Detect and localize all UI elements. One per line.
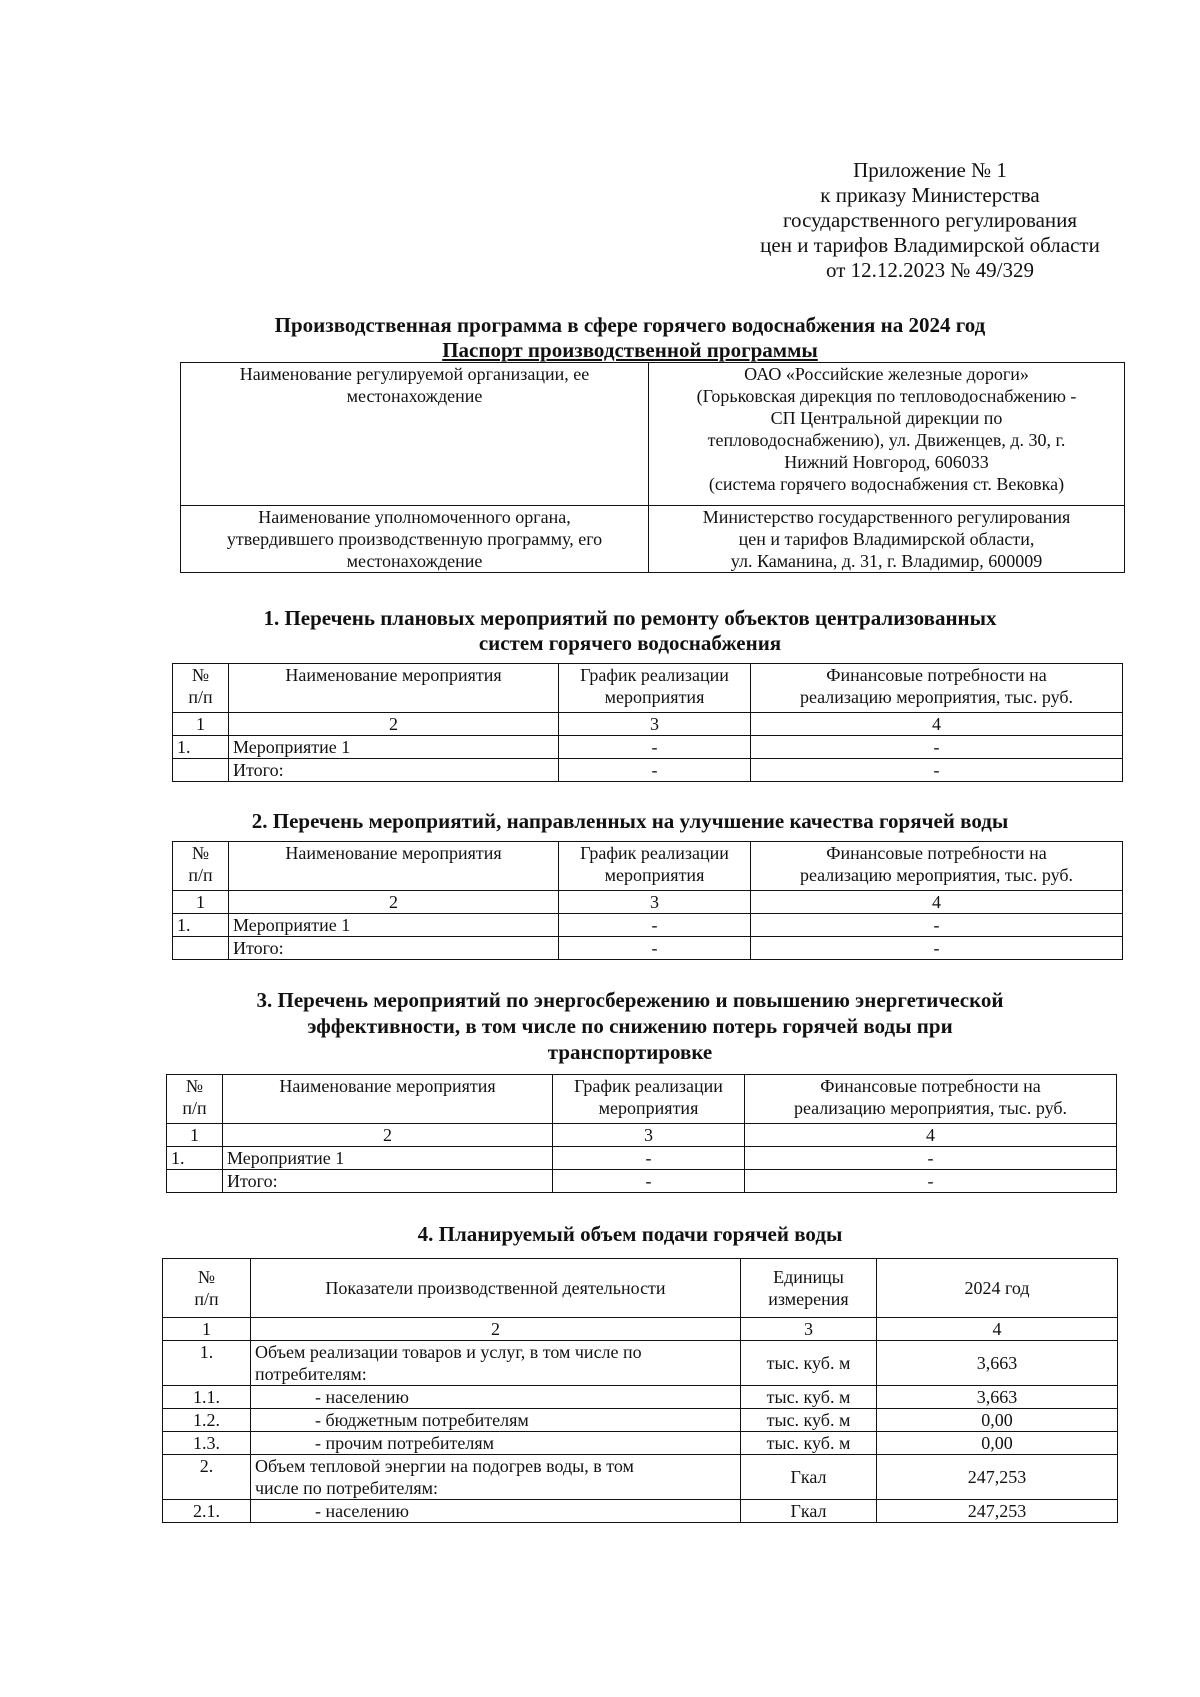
total-label: Итого:: [223, 1170, 553, 1193]
cell-line: мероприятия: [604, 865, 705, 885]
cell-line: Наименование уполномоченного органа,: [258, 507, 571, 527]
column-number: 1: [173, 891, 229, 914]
row-indicator: - прочим потребителям: [251, 1432, 741, 1455]
column-number: 2: [223, 1124, 553, 1147]
section-4-table: [162, 1258, 1118, 1523]
row-num: 1.: [173, 736, 229, 759]
passport-row: [181, 506, 1125, 573]
row-indicator: - бюджетным потребителям: [251, 1409, 741, 1432]
header-name: Наименование мероприятия: [229, 842, 559, 891]
cell-line: п/п: [182, 1098, 207, 1118]
row-unit: тыс. куб. м: [741, 1409, 877, 1432]
cell-line: потребителям:: [255, 1364, 367, 1384]
column-number: 2: [251, 1318, 741, 1341]
table-row: [163, 1500, 1118, 1523]
row-schedule: -: [553, 1170, 745, 1193]
column-number: 3: [741, 1318, 877, 1341]
section-1-table: [172, 663, 1123, 782]
table-row: [163, 1409, 1118, 1432]
column-number-row: [163, 1318, 1118, 1341]
header-name: Наименование мероприятия: [223, 1075, 553, 1124]
section-3-table: [166, 1074, 1117, 1193]
column-number: 4: [751, 713, 1123, 736]
cell-line: п/п: [188, 865, 213, 885]
passport-label: [181, 506, 649, 573]
cell-line: ул. Каманина, д. 31, г. Владимир, 600009: [730, 551, 1043, 571]
row-schedule: -: [559, 914, 751, 937]
cell-line: График реализации: [580, 843, 729, 863]
cell-line: Нижний Новгород, 606033: [784, 452, 989, 472]
passport-value: [649, 506, 1125, 573]
table-header-row: [173, 842, 1123, 891]
column-number-row: [167, 1124, 1117, 1147]
column-number: 3: [559, 713, 751, 736]
table-header-row: [173, 664, 1123, 713]
cell-line: реализацию мероприятия, тыс. руб.: [793, 1098, 1068, 1118]
row-finance: -: [751, 736, 1123, 759]
row-finance: -: [745, 1170, 1117, 1193]
row-num: [173, 759, 229, 782]
column-number: 1: [167, 1124, 223, 1147]
column-number: 1: [163, 1318, 251, 1341]
row-unit: тыс. куб. м: [741, 1341, 877, 1386]
row-indicator: - населению: [251, 1500, 741, 1523]
cell-line: (Горьковская дирекция по тепловодоснабжению -: [696, 386, 1077, 406]
cell-line: Финансовые потребности на: [826, 843, 1047, 863]
cell-line: цен и тарифов Владимирской области,: [738, 529, 1035, 549]
row-unit: тыс. куб. м: [741, 1386, 877, 1409]
cell-line: Финансовые потребности на: [826, 665, 1047, 685]
table-header-row: [167, 1075, 1117, 1124]
cell-line: числе по потребителям:: [255, 1478, 439, 1498]
cell-line: №: [185, 1076, 204, 1096]
header-name: Наименование мероприятия: [229, 664, 559, 713]
cell-line: п/п: [188, 687, 213, 707]
row-value: 0,00: [877, 1409, 1118, 1432]
row-num: 2.1.: [163, 1500, 251, 1523]
table-row: [173, 914, 1123, 937]
cell-line: (система горячего водоснабжения ст. Вековка): [708, 474, 1065, 494]
header-indicator: Показатели производственной деятельности: [251, 1259, 741, 1318]
column-number: 1: [173, 713, 229, 736]
cell-line: №: [191, 843, 210, 863]
header-num: [173, 842, 229, 891]
cell-line: ОАО «Российские железные дороги»: [744, 364, 1029, 384]
total-row: [167, 1170, 1117, 1193]
table-row: [163, 1341, 1118, 1386]
header-schedule: [553, 1075, 745, 1124]
row-num: 1.: [173, 914, 229, 937]
header-finance: [745, 1075, 1117, 1124]
row-indicator: - населению: [251, 1386, 741, 1409]
cell-line: График реализации: [574, 1076, 723, 1096]
cell-line: мероприятия: [604, 687, 705, 707]
header-schedule: [559, 842, 751, 891]
column-number: 4: [745, 1124, 1117, 1147]
header-schedule: [559, 664, 751, 713]
row-finance: -: [751, 937, 1123, 960]
page-subtitle: Паспорт производственной программы: [442, 338, 818, 362]
header-finance: [751, 664, 1123, 713]
appendix-line: государственного регулирования: [782, 208, 1078, 232]
header-num: [167, 1075, 223, 1124]
cell-line: реализацию мероприятия, тыс. руб.: [799, 687, 1074, 707]
passport-row: [181, 363, 1125, 506]
header-units: [741, 1259, 877, 1318]
appendix-block: [720, 158, 1140, 283]
header-finance: [751, 842, 1123, 891]
row-num: 1.2.: [163, 1409, 251, 1432]
cell-line: местонахождение: [346, 386, 483, 406]
cell-line: Министерство государственного регулирования: [702, 507, 1071, 527]
appendix-line: цен и тарифов Владимирской области: [760, 233, 1100, 257]
row-indicator: [251, 1455, 741, 1500]
column-number: 4: [877, 1318, 1118, 1341]
row-num: 1.: [163, 1341, 251, 1386]
section-3-title: эффективности, в том числе по снижению потерь горячей воды при: [307, 1014, 953, 1038]
appendix-line: Приложение № 1: [853, 158, 1007, 182]
table-row: [163, 1432, 1118, 1455]
column-number: 2: [229, 713, 559, 736]
row-num: 2.: [163, 1455, 251, 1500]
header-year: 2024 год: [877, 1259, 1118, 1318]
column-number-row: [173, 713, 1123, 736]
row-name: Мероприятие 1: [223, 1147, 553, 1170]
column-number: 4: [751, 891, 1123, 914]
table-row: [173, 736, 1123, 759]
column-number: 3: [553, 1124, 745, 1147]
row-finance: -: [745, 1147, 1117, 1170]
total-row: [173, 759, 1123, 782]
row-schedule: -: [559, 759, 751, 782]
row-value: 247,253: [877, 1500, 1118, 1523]
cell-line: п/п: [194, 1289, 219, 1309]
row-num: [173, 937, 229, 960]
row-unit: тыс. куб. м: [741, 1432, 877, 1455]
row-num: 1.3.: [163, 1432, 251, 1455]
header-num: [163, 1259, 251, 1318]
row-value: 247,253: [877, 1455, 1118, 1500]
row-num: [167, 1170, 223, 1193]
row-num: 1.1.: [163, 1386, 251, 1409]
total-row: [173, 937, 1123, 960]
section-4-title: 4. Планируемый объем подачи горячей воды: [417, 1222, 843, 1246]
passport-value: [649, 363, 1125, 506]
cell-line: Объем тепловой энергии на подогрев воды, в том: [255, 1456, 634, 1476]
row-value: 0,00: [877, 1432, 1118, 1455]
row-schedule: -: [553, 1147, 745, 1170]
cell-line: Единицы: [773, 1267, 844, 1287]
row-indicator: [251, 1341, 741, 1386]
row-num: 1.: [167, 1147, 223, 1170]
row-schedule: -: [559, 736, 751, 759]
table-header-row: [163, 1259, 1118, 1318]
cell-line: СП Центральной дирекции по: [770, 408, 1003, 428]
cell-line: Объем реализации товаров и услуг, в том числе по: [255, 1342, 642, 1362]
appendix-line: к приказу Министерства: [820, 183, 1040, 207]
cell-line: местонахождение: [346, 551, 483, 571]
row-finance: -: [751, 914, 1123, 937]
passport-label: [181, 363, 649, 506]
section-2-table: [172, 841, 1123, 960]
cell-line: Финансовые потребности на: [820, 1076, 1041, 1096]
total-label: Итого:: [229, 759, 559, 782]
cell-line: №: [191, 665, 210, 685]
row-unit: Гкал: [741, 1455, 877, 1500]
row-name: Мероприятие 1: [229, 736, 559, 759]
column-number-row: [173, 891, 1123, 914]
passport-table: [180, 362, 1125, 573]
cell-line: утвердившего производственную программу, его: [226, 529, 603, 549]
cell-line: График реализации: [580, 665, 729, 685]
table-row: [163, 1386, 1118, 1409]
section-3-title: транспортировке: [547, 1040, 713, 1064]
row-finance: -: [751, 759, 1123, 782]
column-number: 2: [229, 891, 559, 914]
row-unit: Гкал: [741, 1500, 877, 1523]
table-row: [163, 1455, 1118, 1500]
cell-line: Наименование регулируемой организации, ее: [239, 364, 590, 384]
cell-line: тепловодоснабжению), ул. Движенцев, д. 30, г.: [707, 430, 1066, 450]
row-value: 3,663: [877, 1386, 1118, 1409]
header-num: [173, 664, 229, 713]
cell-line: реализацию мероприятия, тыс. руб.: [799, 865, 1074, 885]
row-name: Мероприятие 1: [229, 914, 559, 937]
column-number: 3: [559, 891, 751, 914]
row-schedule: -: [559, 937, 751, 960]
appendix-line: от 12.12.2023 № 49/329: [825, 258, 1035, 282]
row-value: 3,663: [877, 1341, 1118, 1386]
total-label: Итого:: [229, 937, 559, 960]
table-row: [167, 1147, 1117, 1170]
section-1-title: систем горячего водоснабжения: [478, 631, 782, 655]
cell-line: мероприятия: [598, 1098, 699, 1118]
cell-line: №: [197, 1267, 216, 1287]
section-2-title: 2. Перечень мероприятий, направленных на улучшение качества горячей воды: [251, 809, 1009, 833]
cell-line: измерения: [768, 1289, 849, 1309]
page-title: Производственная программа в сфере горячего водоснабжения на 2024 год: [274, 313, 986, 337]
section-1-title: 1. Перечень плановых мероприятий по ремонту объектов централизованных: [263, 606, 997, 630]
section-3-title: 3. Перечень мероприятий по энергосбережению и повышению энергетической: [256, 988, 1004, 1012]
